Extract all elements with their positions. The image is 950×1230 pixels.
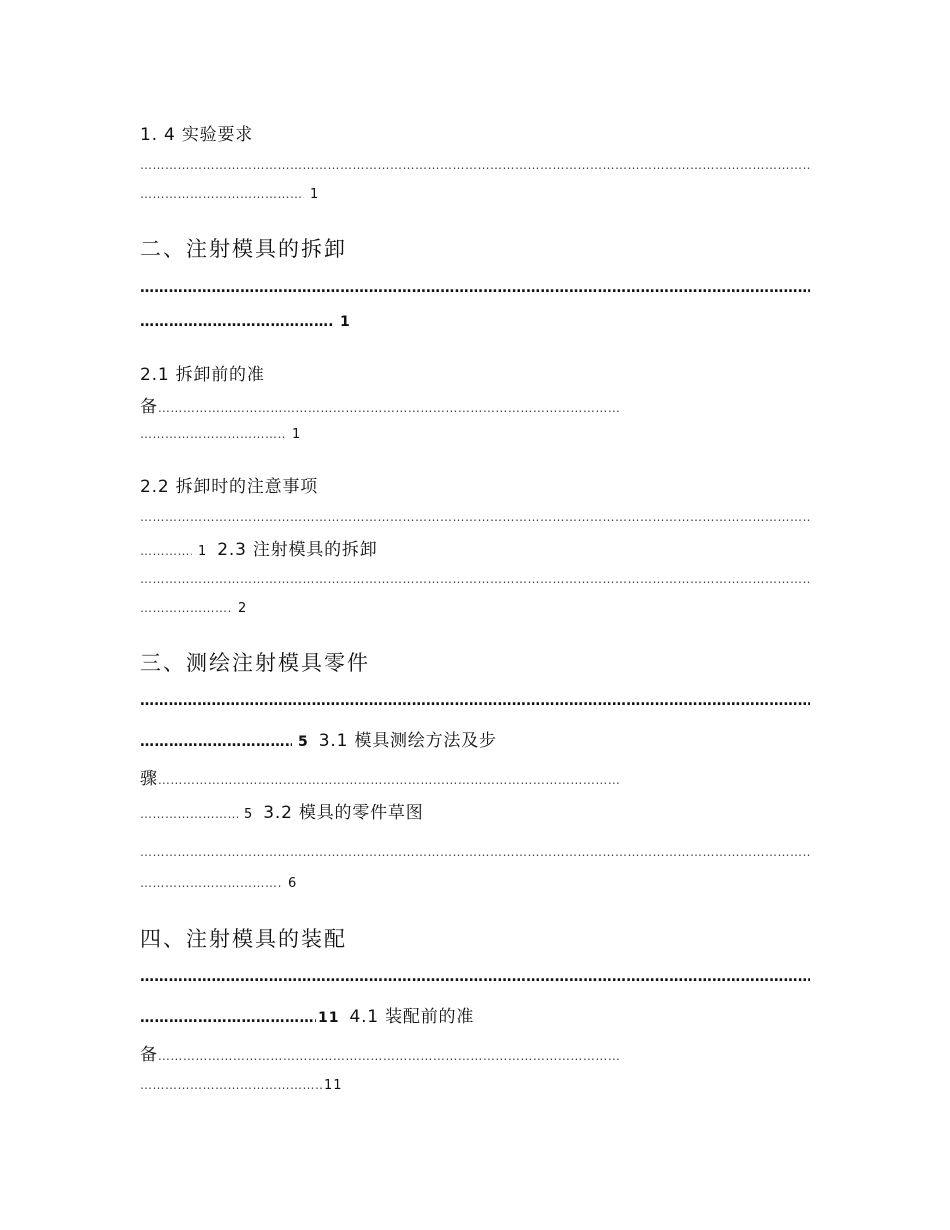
toc-entry-4-1-line [140, 1040, 808, 1065]
toc-leader [140, 510, 810, 524]
toc-leader [158, 1049, 808, 1063]
toc-leader [140, 544, 192, 558]
toc-entry-4-1-title: 4.1 装配前的准 [349, 1007, 475, 1027]
toc-entry-1-4-title: 1. 4 实验要求 [140, 125, 254, 145]
toc-leader [140, 845, 810, 859]
toc-entry-1-4-page: 1 [310, 187, 320, 202]
toc-entry-2-1-title-cont: 备 [140, 397, 158, 417]
toc-entry-3-1-line [140, 764, 808, 789]
toc-leader [140, 807, 238, 821]
toc-entry-2-1-page: 1 [292, 427, 302, 442]
toc-entry-2-1-title: 2.1 拆卸前的准 [140, 365, 265, 385]
toc-entry-4-1-page: 11 [324, 1078, 343, 1093]
toc-entry-2-3-page: 2 [238, 601, 248, 616]
toc-leader [158, 401, 808, 415]
toc-entry-3-1-page-line [140, 798, 424, 823]
toc-leader [140, 280, 810, 296]
toc-entry-3-2-title: 3.2 模具的零件草图 [263, 803, 424, 823]
toc-leader [140, 734, 292, 750]
toc-chapter-4-title: 四、注射模具的装配 [140, 927, 347, 951]
toc-leader [140, 572, 810, 586]
toc-entry-2-2-page: 1 [198, 544, 208, 559]
toc-chapter-2-page-line [140, 314, 351, 330]
toc-leader [158, 773, 808, 787]
toc-entry-3-1-title: 3.1 模具测绘方法及步 [318, 731, 497, 751]
toc-leader [140, 187, 304, 201]
toc-chapter-3-title: 三、测绘注射模具零件 [140, 651, 370, 675]
toc-entry-4-1-page-line [140, 1078, 343, 1093]
toc-entry-2-3-title: 2.3 注射模具的拆卸 [217, 540, 378, 560]
toc-entry-2-3-page-line [140, 601, 247, 616]
toc-entry-3-2-page: 6 [288, 876, 298, 891]
toc-entry-2-2-page-line [140, 535, 378, 560]
toc-leader [140, 1078, 322, 1092]
toc-leader [140, 427, 286, 441]
toc-chapter-2-title: 二、注射模具的拆卸 [140, 237, 347, 261]
toc-entry-4-1-title-cont: 备 [140, 1045, 158, 1065]
toc-chapter-2-page: 1 [340, 314, 351, 330]
toc-leader [140, 314, 334, 330]
toc-entry-1-4-page-line [140, 187, 319, 202]
toc-entry-2-1-page-line [140, 427, 301, 442]
toc-leader [140, 876, 282, 890]
toc-leader [140, 158, 810, 172]
toc-chapter-4-page: 11 [318, 1010, 340, 1026]
toc-entry-3-1-page: 5 [244, 807, 254, 822]
toc-leader [140, 969, 810, 985]
toc-entry-3-2-page-line [140, 876, 297, 891]
toc-leader [140, 601, 232, 615]
toc-entry-2-2-title: 2.2 拆卸时的注意事项 [140, 477, 319, 497]
toc-chapter-4-page-line [140, 1002, 474, 1027]
toc-leader [140, 693, 810, 709]
toc-chapter-3-page-line [140, 726, 497, 751]
toc-leader [140, 1010, 316, 1026]
toc-entry-2-1-line [140, 392, 808, 417]
toc-chapter-3-page: 5 [298, 734, 309, 750]
toc-entry-3-1-title-cont: 骤 [140, 769, 158, 789]
